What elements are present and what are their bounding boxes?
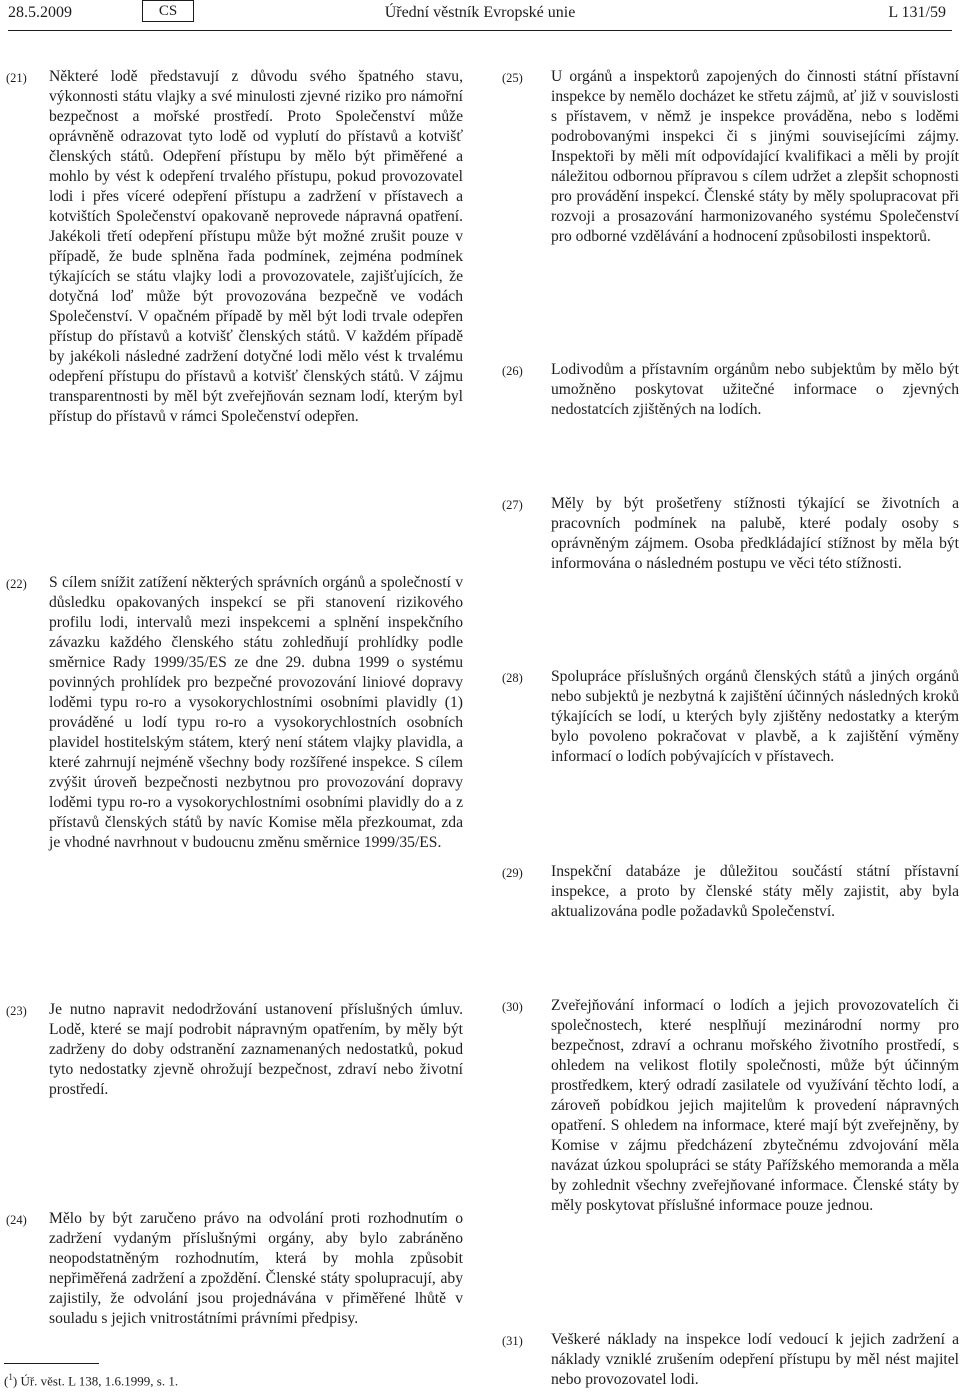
recital-text: S cílem snížit zatížení některých správních orgánů a společností v důsledku opakovaných inspekcí se při stanovení rizikového profilu lodi, intervalů mezi inspekcemi a splnění inspekčního závazku každého členského státu zohledňují prohlídky podle směrnice Rady 1999/35/ES ze dne 29. dubna 1999 o systému povinných prohlídek pro bezpečné provozování liniové dopravy loděmi typu ro-ro a vysokorychlostními osobními plavidly (1) prováděné u lodí typu ro-ro a vysokorychlostních osobních plavidel hostitelským státem, který není státem vlajky plavidla, a které zahrnují nejméně všechny body rozšířené inspekce. S cílem zvýšit úroveň bezpečnosti nezbytnou pro provozování dopravy loděmi typu ro-ro a vysokorychlostními osobními plavidly do a z přístavů členských států by navíc Komise měla přezkoumat, zda je vhodné navrhnout v budoucnu změnu směrnice 1999/35/ES.: [49, 574, 463, 851]
recital-text: Některé lodě představují z důvodu svého špatného stavu, výkonnosti státu vlajky a své minulosti zjevné riziko pro námořní bezpečnost a mořské prostředí. Proto Společenství může oprávněně odrazovat tyto lodě od vyplutí do přístavů a kotvišť členských států. Odepření přístupu by mělo být přiměřené a mohlo by vést k odepření trvalého přístupu, pokud provozovatel lodi i přes víceré odepření přístupu a zadržení v přístavech a kotvištích Společenství opakovaně neprovede nápravná opatření. Jakékoli třetí odepření přístupu může být možné zrušit pouze v případě, že bude splněna řada podmínek, zejména podmínek týkajících se státu vlajky lodi a provozovatele, zajišťujících, že dotyčná loď může být provozována bezpečně ve vodách Společenství. V opačném případě by měl být lodi trvale odepřen přístup do přístavů a kotvišť členských států. V každém případě by jakékoli následné zadržení dotyčné lodi mělo vést k trvalému odepření přístupu do přístavů a kotvišť členských států. V zájmu transparentnosti by měl být zveřejňován seznam lodí, kterým byl přístup do přístavů v rámci Společenství odepřen.: [49, 68, 463, 425]
recital-text: Lodivodům a přístavním orgánům nebo subjektům by mělo být umožněno poskytovat užitečné informace o zjevných nedostatcích zjištěných na lodích.: [551, 361, 959, 418]
recital-number: (25): [502, 71, 523, 85]
recital-number: (28): [502, 671, 523, 685]
recital-number: (21): [6, 71, 27, 85]
recital-text: Měly by být prošetřeny stížnosti týkající se životních a pracovních podmínek na palubě, které podaly osoby s oprávněným zájmem. Osoba předkládající stížnost by měla být informována o následném postupu ve věci této stížnosti.: [551, 495, 959, 572]
recital-number: (29): [502, 866, 523, 880]
recital-number: (22): [6, 577, 27, 591]
recital-number: (26): [502, 364, 523, 378]
page-reference: L 131/59: [888, 4, 946, 21]
recital-text: Veškeré náklady na inspekce lodí vedoucí k jejich zadržení a náklady vzniklé zrušením odepření přístupu by měl nést majitel nebo provozovatel lodi.: [551, 1331, 959, 1388]
footnote-mark: 1: [8, 1372, 13, 1382]
journal-title: Úřední věstník Evropské unie: [384, 4, 576, 21]
footnote-text: Úř. věst. L 138, 1.6.1999, s. 1.: [20, 1373, 179, 1389]
recital-number: (27): [502, 498, 523, 512]
recital-text: Spolupráce příslušných orgánů členských států a jiných orgánů nebo subjektů je nezbytná k zajištění účinných následných kroků týkajících se lodí, u kterých byly zjištěny nedostatky a kterým bylo povoleno pokračovat v plavbě, a k zajištění výměny informací o lodích pobývajících v přístavech.: [551, 668, 959, 765]
header-rule: [8, 30, 952, 31]
recital-number: (23): [6, 1004, 27, 1018]
footnote: ($^1$) Úř. věst. L 138, 1.6.1999, s. 1.: [4, 1372, 179, 1389]
recital-text: Je nutno napravit nedodržování ustanovení příslušných úmluv. Lodě, které se mají podrobit nápravným opatřením, by měly být zadrženy do doby odstranění zaznamenaných nedostatků, pokud tyto nedostatky zjevně ohrožují bezpečnost, zdraví nebo životní prostředí.: [49, 1001, 463, 1098]
recital-number: (30): [502, 1000, 523, 1014]
footnote-rule: [4, 1363, 99, 1364]
recital-text: Mělo by být zaručeno právo na odvolání proti rozhodnutím o zadržení vydaným příslušnými orgány, aby bylo zabráněno neopodstatněným rozhodnutím, která by mohla způsobit nepřiměřená zadržení a zpoždění. Členské státy spolupracují, aby zajistily, že odvolání jsou projednávána v přiměřené lhůtě v souladu s jejich vnitrostátními právními předpisy.: [49, 1210, 463, 1327]
recital-number: (24): [6, 1213, 27, 1227]
page-header: [8, 0, 952, 30]
language-badge: CS: [142, 0, 194, 22]
recital-text: Inspekční databáze je důležitou součástí státní přístavní inspekce, a proto by členské státy měly zajistit, aby byla aktualizována podle požadavků Společenství.: [551, 863, 959, 920]
recital-number: (31): [502, 1334, 523, 1348]
recital-text: Zveřejňování informací o lodích a jejich provozovatelích či společnostech, které nesplňují mezinárodní normy pro bezpečnost, zdraví a ochranu mořského životního prostředí, s ohledem na velikost flotily společnosti, může být účinným prostředkem, který odradí zasilatele od využívání těchto lodí, a zároveň pobídkou jejich majitelům k provedení nápravných opatření. S ohledem na informace, které mají být zveřejněny, by Komise v zájmu předcházení zbytečnému zdvojování měla navázat úzkou spolupráci se státy Pařížského memoranda a měla by zohlednit všechny zveřejňované informace. Členské státy by měly poskytovat příslušné informace pouze jednou.: [551, 997, 959, 1214]
recital-text: U orgánů a inspektorů zapojených do činnosti státní přístavní inspekce by nemělo docházet ke střetu zájmů, ať již v souvislosti s přístavem, v němž je inspekce prováděna, nebo s loděmi podrobovanými inspekci či s jinými souvisejícími zájmy. Inspektoři by měli mít odpovídající kvalifikaci a měli by projít náležitou odbornou přípravou s cílem udržet a zlepšit schopnosti pro provádění inspekcí. Členské státy by měly spolupracovat při rozvoji a prosazování harmonizovaného systému Společenství pro odborné vzdělávání a hodnocení způsobilosti inspektorů.: [551, 68, 959, 245]
publication-date: 28.5.2009: [8, 4, 72, 21]
